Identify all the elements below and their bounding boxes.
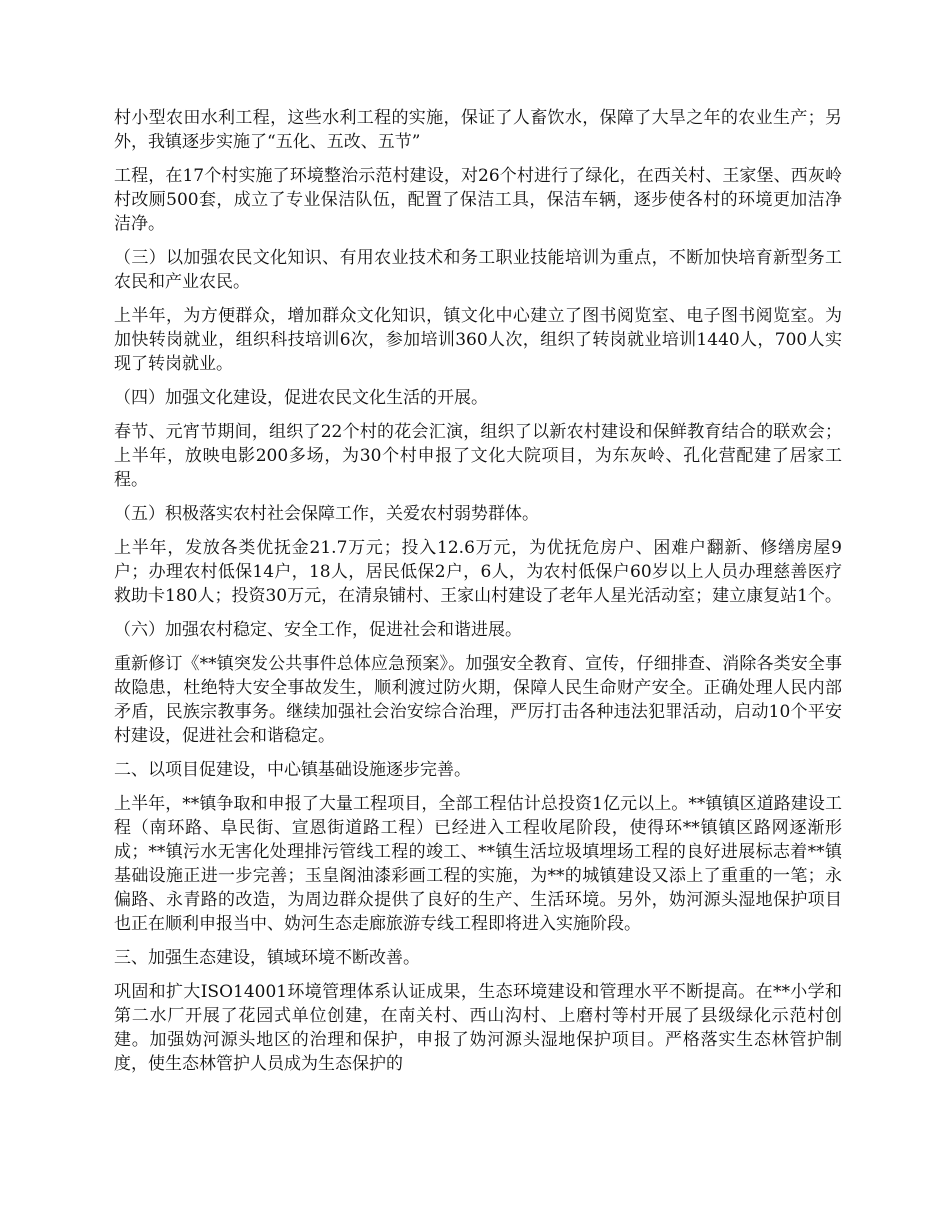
paragraph-safety: 重新修订《**镇突发公共事件总体应急预案》。加强安全教育、宣传，仔细排查、消除各类安全事故隐患，杜绝特大安全事故发生，顺利渡过防火期，保障人民生命财产安全。正确处理人民内部矛盾，民族宗教事务。继续加强社会治安综合治理，严厉打击各种违法犯罪活动，启动10个平安村建设，促进社会和谐稳定。: [114, 654, 842, 746]
section-heading-4: （四）加强文化建设，促进农民文化生活的开展。: [114, 388, 488, 408]
section-heading-5: （五）积极落实农村社会保障工作，关爱农村弱势群体。: [114, 504, 539, 524]
document-body: [114, 106, 842, 1086]
section-heading-two: 二、以项目促建设，中心镇基础设施逐步完善。: [114, 760, 471, 780]
paragraph-environment: 工程，在17个村实施了环境整治示范村建设，对26个村进行了绿化，在西关村、王家堡、西灰岭村改厕500套，成立了专业保洁队伍，配置了保洁工具，保洁车辆，逐步使各村的环境更加洁净洁净。: [114, 166, 842, 234]
paragraph-culture: 春节、元宵节期间，组织了22个村的花会汇演，组织了以新农村建设和保鲜教育结合的联欢会；上半年，放映电影200多场，为30个村申报了文化大院项目，为东灰岭、孔化营配建了居家工程。: [114, 422, 842, 490]
section-heading-6: （六）加强农村稳定、安全工作，促进社会和谐进展。: [114, 620, 522, 640]
paragraph-infrastructure: 上半年，**镇争取和申报了大量工程项目，全部工程估计总投资1亿元以上。**镇镇区道路建设工程（南环路、阜民街、宣恩街道路工程）已经进入工程收尾阶段，使得环**镇镇区路网逐渐形成；**镇污水无害化处理排污管线工程的竣工、**镇生活垃圾填埋场工程的良好进展标志着**镇基础设施正进一步完善；玉皇阁油漆彩画工程的实施，为**的城镇建设又添上了重重的一笔；永偏路、永青路的改造，为周边群众提供了良好的生产、生活环境。另外，妫河源头湿地保护项目也正在顺利申报当中、妫河生态走廊旅游专线工程即将进入实施阶段。: [114, 794, 842, 934]
paragraph-ecology: 巩固和扩大ISO14001环境管理体系认证成果，生态环境建设和管理水平不断提高。在**小学和第二水厂开展了花园式单位创建，在南关村、西山沟村、上磨村等村开展了县级绿化示范村创建。加强妫河源头地区的治理和保护，申报了妫河源头湿地保护项目。严格落实生态林管护制度，使生态林管护人员成为生态保护的: [114, 982, 842, 1074]
paragraph-training: 上半年，为方便群众，增加群众文化知识，镇文化中心建立了图书阅览室、电子图书阅览室。为加快转岗就业，组织科技培训6次，参加培训360人次，组织了转岗就业培训1440人，700人实现了转岗就业。: [114, 306, 842, 374]
paragraph-social-security: 上半年，发放各类优抚金21.7万元；投入12.6万元，为优抚危房户、困难户翻新、修缮房屋9户；办理农村低保14户，18人，居民低保2户，6人，为农村低保户60岁以上人员办理慈善医疗救助卡180人；投资30万元，在清泉铺村、王家山村建设了老年人星光活动室；建立康复站1个。: [114, 538, 842, 606]
section-heading-three: 三、加强生态建设，镇域环境不断改善。: [114, 948, 420, 968]
section-heading-3: （三）以加强农民文化知识、有用农业技术和务工职业技能培训为重点，不断加快培育新型务工农民和产业农民。: [114, 248, 842, 292]
paragraph-water-projects: 村小型农田水利工程，这些水利工程的实施，保证了人畜饮水，保障了大旱之年的农业生产；另外，我镇逐步实施了“五化、五改、五节”: [114, 108, 842, 152]
